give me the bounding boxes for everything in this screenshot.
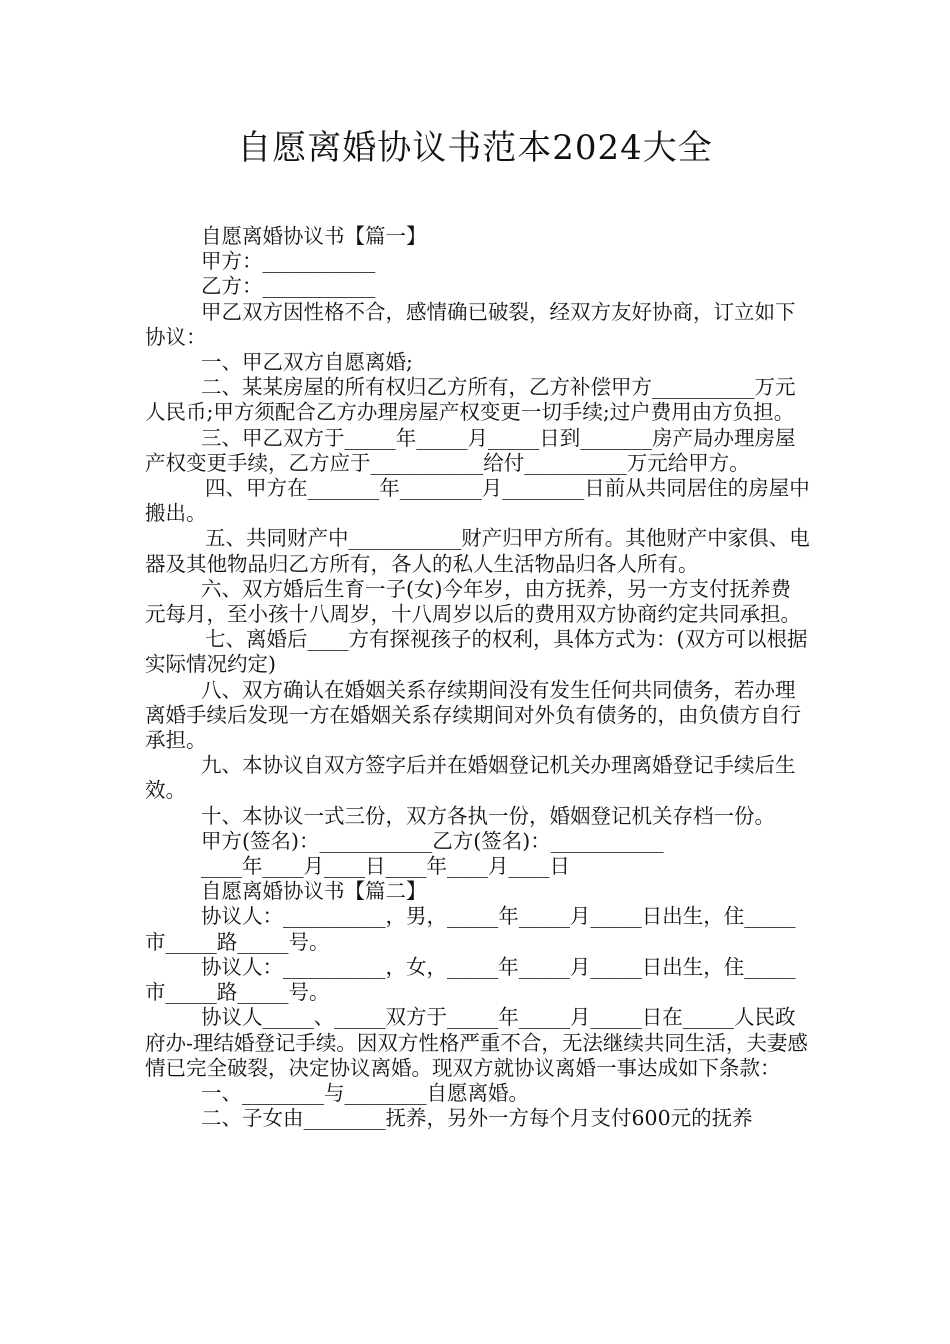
clause-3: 三、甲乙双方于_____年_____月_____日到_______房产局办理房屋产权变更手续，乙方应于___________给付__________万元给甲方。 (145, 425, 796, 475)
party-a-line: 甲方：___________ (201, 249, 376, 274)
clause-2: 二、某某房屋的所有权归乙方所有，乙方补偿甲方__________万元人民币;甲方须配合乙方办理房屋产权变更一切手续;过户费用由方负担。 (145, 375, 796, 425)
clause-1: 一、甲乙双方自愿离婚; (201, 350, 413, 375)
clause-5: 五、共同财产中___________财产归甲方所有。其他财产中家俱、电器及其他物品归乙方所有，各人的私人生活物品归各人所有。 (145, 526, 810, 576)
document-body (145, 224, 810, 1131)
section-heading-1: 自愿离婚协议书【篇一】 (201, 224, 427, 248)
section-heading-2: 自愿离婚协议书【篇二】 (201, 879, 427, 904)
preamble-paragraph: 甲乙双方因性格不合，感情确已破裂，经双方友好协商，订立如下协议： (145, 299, 796, 349)
clause-6: 六、双方婚后生育一子(女)今年岁，由方抚养，另一方支付抚养费元每月，至小孩十八周岁，十八周岁以后的费用双方协商约定共同承担。 (145, 576, 801, 627)
signature-line: 甲方(签名)：___________乙方(签名)：___________ (201, 828, 664, 853)
term-2: 二、子女由________抚养，另外一方每个月支付600元的抚养 (201, 1106, 753, 1131)
term-1: 一、________与________自愿离婚。 (201, 1080, 529, 1105)
clause-10: 十、本协议一式三份，双方各执一份，婚姻登记机关存档一份。 (201, 803, 775, 828)
party-female-line: 协议人：__________，女，_____年_____月_____日出生，住_____市_____路_____号。 (145, 954, 796, 1005)
party-male-line: 协议人：__________，男，_____年_____月_____日出生，住_____市_____路_____号。 (145, 904, 796, 954)
clause-7: 七、离婚后____方有探视孩子的权利，具体方式为：(双方可以根据实际情况约定) (145, 627, 808, 677)
date-line: ____年____月____日____年____月____日 (201, 854, 570, 879)
clause-9: 九、本协议自双方签字后并在婚姻登记机关办理离婚登记手续后生效。 (145, 753, 796, 803)
party-b-line: 乙方：___________ (201, 274, 376, 299)
marriage-registration-paragraph: 协议人_____、_____双方于_____年_____月_____日在_____人民政府办-理结婚登记手续。因双方性格严重不合，无法继续共同生活，夫妻感情已完全破裂，决定协议离婚。现双方就协议离婚一事达成如下条款： (145, 1005, 808, 1080)
document-title: 自愿离婚协议书范本2024大全 (237, 128, 713, 168)
clause-4: 四、甲方在_______年________月________日前从共同居住的房屋中搬出。 (145, 476, 810, 526)
clause-8: 八、双方确认在婚姻关系存续期间没有发生任何共同债务，若办理离婚手续后发现一方在婚姻关系存续期间对外负有债务的，由负债方自行承担。 (145, 677, 801, 753)
